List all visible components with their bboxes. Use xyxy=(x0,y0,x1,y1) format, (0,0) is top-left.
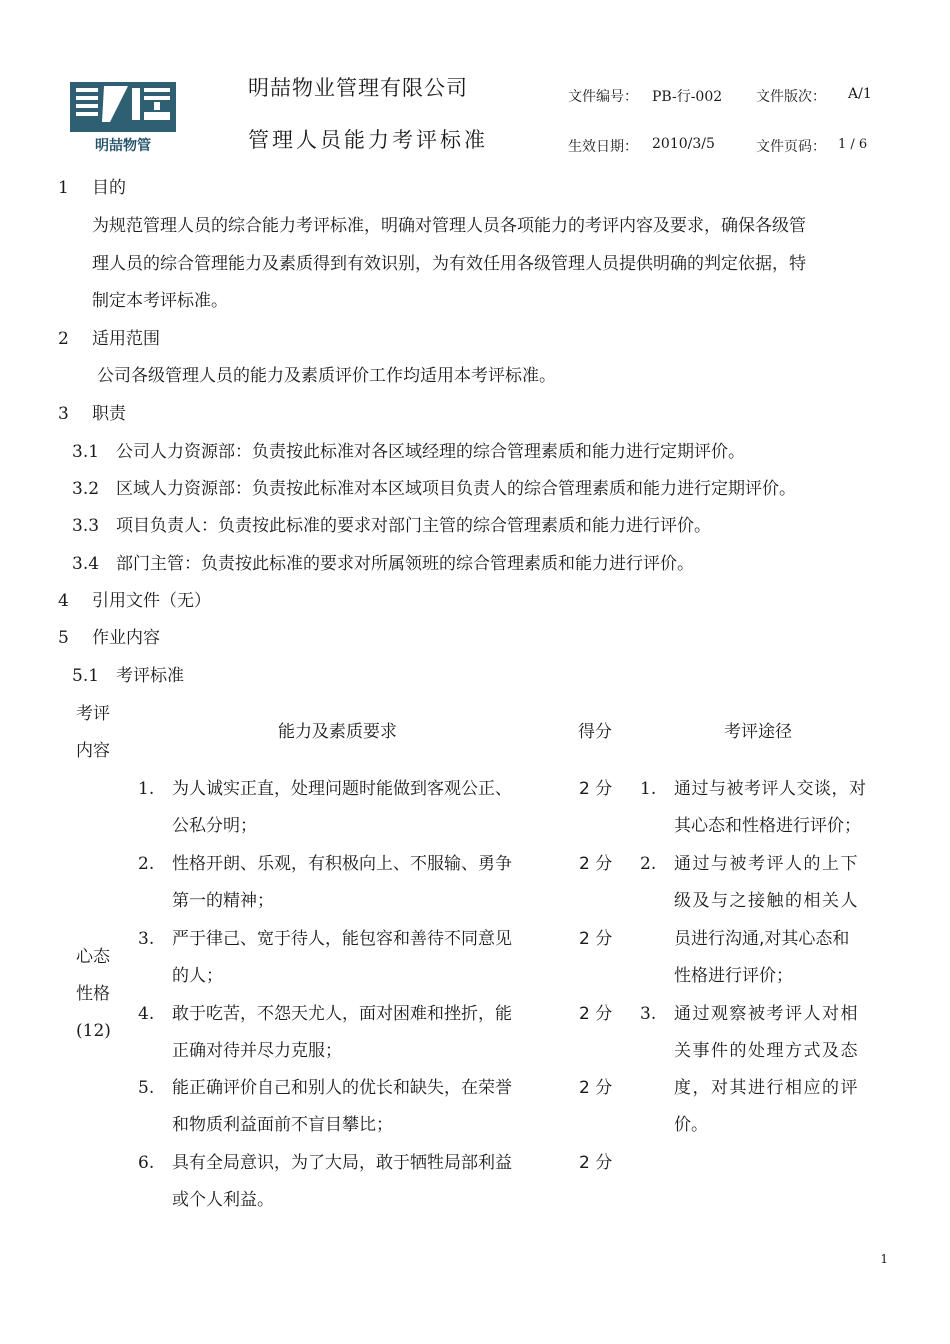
header-score: 得分 xyxy=(578,722,612,742)
method-2-line-1: 通过与被考评人的上下 xyxy=(674,854,859,874)
category-line-2: 性格 xyxy=(76,984,110,1004)
row-4-line-2: 正确对待并尽力克服； xyxy=(172,1041,342,1061)
item-3-1-number: 3.1 xyxy=(72,442,100,462)
version-value: A/1 xyxy=(848,86,872,102)
section-1-line-1: 为规范管理人员的综合能力考评标准，明确对管理人员各项能力的考评内容及要求，确保各级管 xyxy=(92,216,806,236)
header-content-line-2: 内容 xyxy=(76,741,110,761)
row-5-line-2: 和物质利益面前不盲目攀比； xyxy=(172,1115,393,1135)
row-5-number: 5. xyxy=(138,1078,155,1098)
row-6-number: 6. xyxy=(138,1153,155,1173)
section-3-number: 3 xyxy=(58,404,69,424)
method-2-line-3: 员进行沟通,对其心态和 xyxy=(674,929,850,949)
doc-no: PB-行-002 xyxy=(652,89,723,105)
item-3-2-number: 3.2 xyxy=(72,479,100,499)
row-4-score: 2 分 xyxy=(579,1004,613,1024)
row-3-number: 3. xyxy=(138,929,155,949)
row-2-number: 2. xyxy=(138,854,155,874)
method-3-line-1: 通过观察被考评人对相 xyxy=(674,1004,859,1024)
section-2-number: 2 xyxy=(58,329,69,349)
method-2-line-4: 性格进行评价； xyxy=(674,966,793,986)
doc-no-label: 文件编号： xyxy=(568,89,638,105)
section-1-number: 1 xyxy=(58,178,69,198)
item-3-2-text: 区域人力资源部：负责按此标准对本区域项目负责人的综合管理素质和能力进行定期评价。 xyxy=(116,479,796,499)
row-2-score: 2 分 xyxy=(579,854,613,874)
document-title: 管理人员能力考评标准 xyxy=(248,128,488,152)
row-1-score: 2 分 xyxy=(579,779,613,799)
item-3-3-text: 项目负责人：负责按此标准的要求对部门主管的综合管理素质和能力进行评价。 xyxy=(116,516,711,536)
row-6-line-2: 或个人利益。 xyxy=(172,1190,274,1210)
logo-text: 明喆物管 xyxy=(95,138,151,154)
company-logo xyxy=(70,82,176,154)
row-3-line-1: 严于律己、宽于待人，能包容和善待不同意见 xyxy=(172,929,512,949)
row-4-line-1: 敢于吃苦，不怨天尤人，面对困难和挫折，能 xyxy=(172,1004,512,1024)
method-2-number: 2. xyxy=(640,854,657,874)
page-value: 1 / 6 xyxy=(838,137,868,152)
section-1-line-2: 理人员的综合管理能力及素质得到有效识别，为有效任用各级管理人员提供明确的判定依据，特 xyxy=(92,254,806,274)
row-5-score: 2 分 xyxy=(579,1078,613,1098)
row-6-line-1: 具有全局意识，为了大局，敢于牺牲局部利益 xyxy=(172,1153,512,1173)
category-score: (12) xyxy=(76,1021,111,1041)
method-2-line-2: 级及与之接触的相关人 xyxy=(674,891,859,911)
section-5-title: 作业内容 xyxy=(92,628,160,648)
section-2-title: 适用范围 xyxy=(92,329,160,349)
version-label: 文件版次： xyxy=(756,89,826,105)
method-1-number: 1. xyxy=(640,779,657,799)
section-3-title: 职责 xyxy=(92,404,126,424)
row-3-line-2: 的人； xyxy=(172,966,223,986)
row-2-line-2: 第一的精神； xyxy=(172,891,274,911)
company-name: 明喆物业管理有限公司 xyxy=(248,76,468,100)
method-3-line-4: 价。 xyxy=(674,1115,708,1135)
header-requirements: 能力及素质要求 xyxy=(278,722,397,742)
effective-date-label: 生效日期： xyxy=(568,139,638,155)
row-4-number: 4. xyxy=(138,1004,155,1024)
section-1-line-3: 制定本考评标准。 xyxy=(92,291,228,311)
row-1-line-1: 为人诚实正直，处理问题时能做到客观公正、 xyxy=(172,779,512,799)
method-3-number: 3. xyxy=(640,1004,657,1024)
page-number: 1 xyxy=(880,1252,888,1266)
item-3-3-number: 3.3 xyxy=(72,516,100,536)
section-5-number: 5 xyxy=(58,628,69,648)
header-method: 考评途径 xyxy=(724,722,792,742)
row-3-score: 2 分 xyxy=(579,929,613,949)
section-5-1-number: 5.1 xyxy=(72,666,100,686)
row-6-score: 2 分 xyxy=(579,1153,613,1173)
row-5-line-1: 能正确评价自己和别人的优长和缺失，在荣誉 xyxy=(172,1078,512,1098)
row-1-number: 1. xyxy=(138,779,155,799)
section-1-title: 目的 xyxy=(92,178,126,198)
row-1-line-2: 公私分明； xyxy=(172,816,257,836)
category-line-1: 心态 xyxy=(76,947,110,967)
section-5-1-title: 考评标准 xyxy=(116,666,184,686)
effective-date: 2010/3/5 xyxy=(652,136,715,152)
method-1-line-2: 其心态和性格进行评价； xyxy=(674,816,861,836)
section-4-title: 引用文件（无） xyxy=(92,591,211,611)
item-3-4-text: 部门主管：负责按此标准的要求对所属领班的综合管理素质和能力进行评价。 xyxy=(116,554,694,574)
page-label: 文件页码： xyxy=(756,139,826,155)
item-3-4-number: 3.4 xyxy=(72,554,100,574)
header-content-line-1: 考评 xyxy=(76,704,110,724)
method-3-line-2: 关事件的处理方式及态 xyxy=(674,1041,859,1061)
item-3-1-text: 公司人力资源部：负责按此标准对各区域经理的综合管理素质和能力进行定期评价。 xyxy=(116,442,745,462)
method-1-line-1: 通过与被考评人交谈，对 xyxy=(674,779,867,799)
section-4-number: 4 xyxy=(58,591,69,611)
section-2-line: 公司各级管理人员的能力及素质评价工作均适用本考评标准。 xyxy=(97,366,556,386)
row-2-line-1: 性格开朗、乐观，有积极向上、不服输、勇争 xyxy=(172,854,512,874)
method-3-line-3: 度，对其进行相应的评 xyxy=(674,1078,859,1098)
